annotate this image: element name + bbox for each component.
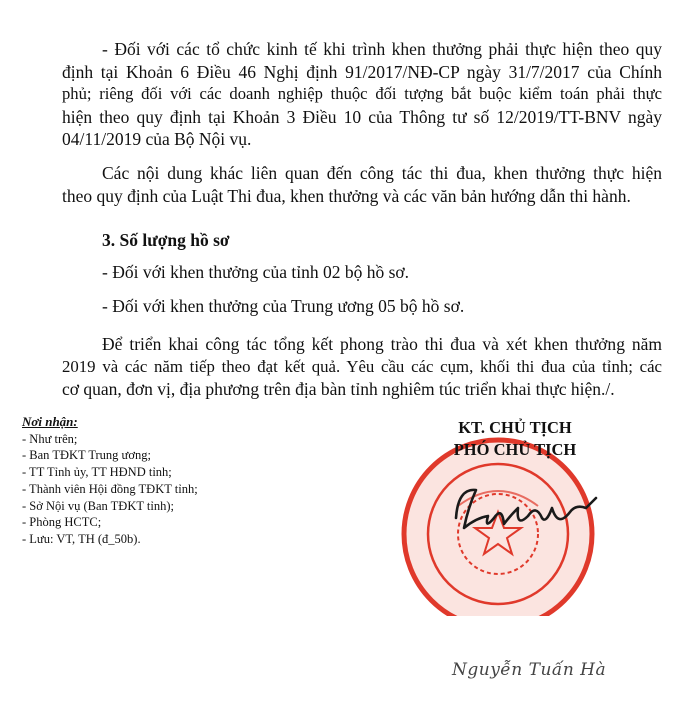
recipient-item: - Như trên; — [22, 431, 78, 446]
recipient-item: - Lưu: VT, TH (đ_50b). — [22, 531, 141, 546]
text-line: 2019 và các năm tiếp theo đạt kết quả. Yêu cầu các cụm, khối thi đua của tỉnh; các — [62, 356, 662, 376]
recipient-item: - Phòng HCTC; — [22, 515, 102, 530]
recipients-block — [22, 414, 322, 548]
signature-title-1: KT. CHỦ TỊCH — [458, 418, 572, 437]
handwritten-signature-icon — [446, 478, 606, 548]
text-line: Để triển khai công tác tổng kết phong trào thi đua và xét khen thưởng năm — [102, 334, 662, 354]
list-item: - Đối với khen thưởng của Trung ương 05 bộ hồ sơ. — [102, 296, 465, 316]
signer-name: Nguyễn Tuấn Hà — [452, 660, 607, 680]
text-line: định tại Khoản 6 Điều 46 Nghị định 91/2017/NĐ-CP ngày 31/7/2017 của Chính — [62, 61, 662, 82]
recipient-item: - Thành viên Hội đồng TĐKT tỉnh; — [22, 481, 198, 496]
text-line: theo quy định của Luật Thi đua, khen thưởng và các văn bản hướng dẫn thi hành. — [62, 185, 631, 206]
paragraph-other-contents — [62, 162, 662, 207]
recipients-title: Nơi nhận: — [22, 414, 78, 429]
text-line: - Đối với các tổ chức kinh tế khi trình khen thưởng phải thực hiện theo quy — [102, 39, 662, 59]
paragraph-implementation — [62, 333, 662, 401]
text-line: cơ quan, đơn vị, địa phương trên địa bàn tỉnh nghiêm túc triển khai thực hiện./. — [62, 379, 615, 399]
text-line: hiện theo quy định tại Khoản 3 Điều 10 của Thông tư số 12/2019/TT-BNV ngày — [62, 106, 662, 127]
paragraph-economic-organizations — [62, 38, 662, 151]
recipient-item: - TT Tỉnh ủy, TT HĐND tỉnh; — [22, 465, 172, 480]
recipient-item: - Ban TĐKT Trung ương; — [22, 448, 151, 463]
signature-title-2: PHÓ CHỦ TỊCH — [453, 440, 577, 459]
section-heading: 3. Số lượng hồ sơ — [102, 230, 230, 250]
recipient-item: - Sở Nội vụ (Ban TĐKT tỉnh); — [22, 498, 174, 513]
text-line: 04/11/2019 của Bộ Nội vụ. — [62, 129, 252, 149]
text-line: phủ; riêng đối với các doanh nghiệp thuộc đối tượng bắt buộc kiểm toán phải thực — [62, 84, 662, 103]
list-item: - Đối với khen thưởng của tỉnh 02 bộ hồ sơ. — [102, 262, 410, 282]
text-line: Các nội dung khác liên quan đến công tác thi đua, khen thưởng thực hiện — [102, 163, 662, 183]
